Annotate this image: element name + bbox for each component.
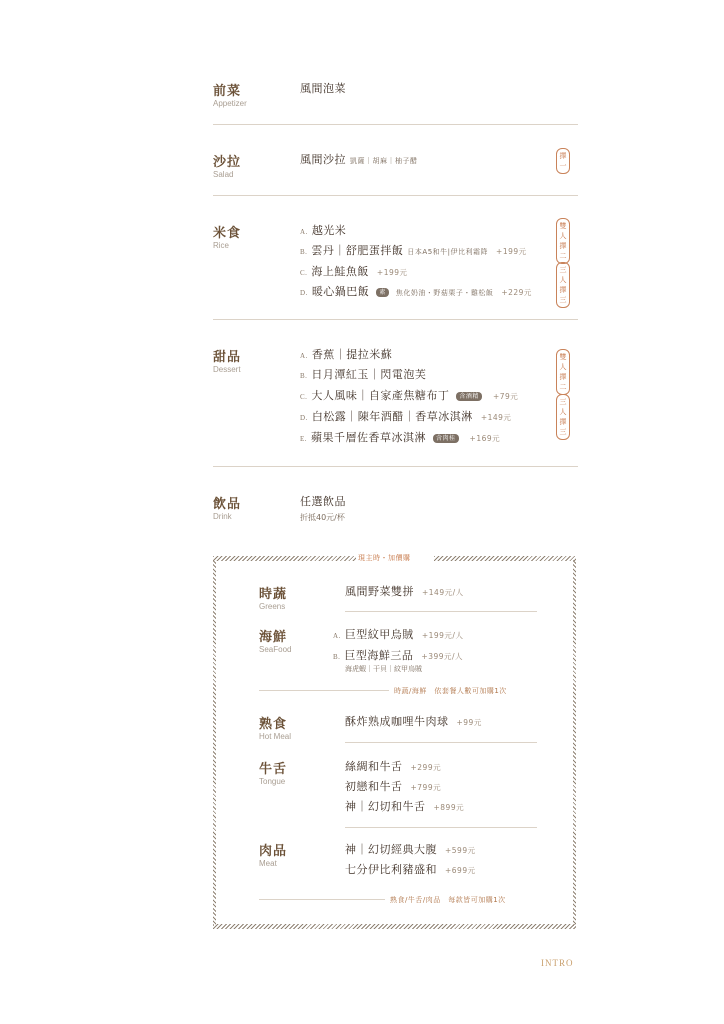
- item-name: 越光米: [311, 224, 347, 237]
- item-price: +229元: [501, 288, 532, 297]
- item-name: 香蕉｜提拉米蘇: [311, 348, 393, 361]
- menu-item: [300, 366, 426, 382]
- category-title: 前菜: [213, 84, 242, 99]
- item-price: +99元: [456, 718, 482, 727]
- divider: [345, 827, 537, 828]
- menu-item: [345, 778, 441, 794]
- item-name: 蘋果千層佐香草冰淇淋: [311, 431, 427, 444]
- menu-item: [345, 861, 476, 877]
- category-appetizer: [213, 80, 247, 108]
- cinnamon-badge: 含肉桂: [433, 434, 459, 443]
- item-detail: 日本A5和牛|伊比利霜降: [407, 248, 489, 256]
- category-seafood: [259, 626, 291, 654]
- footer-label: INTRO: [541, 958, 574, 968]
- item-prefix: B.: [300, 248, 308, 256]
- category-subtitle: SeaFood: [259, 645, 292, 654]
- frame-border-bottom: [213, 924, 576, 929]
- menu-item: [300, 151, 418, 167]
- menu-item: [345, 798, 464, 814]
- category-title: 牛舌: [259, 762, 288, 777]
- menu-item: [300, 429, 500, 445]
- choice-tag: 三人擇三: [556, 394, 570, 440]
- veg-badge: 素: [376, 288, 389, 297]
- choice-tag: 三人擇三: [556, 262, 570, 308]
- item-price: +899元: [433, 803, 465, 812]
- item-price: +699元: [445, 866, 476, 875]
- item-name: 雲丹｜舒肥蛋拌飯: [311, 244, 404, 257]
- category-tongue: [259, 758, 287, 786]
- category-dessert: [213, 346, 241, 374]
- category-meat: [259, 840, 287, 868]
- divider: [259, 690, 389, 691]
- category-subtitle: Tongue: [259, 777, 286, 786]
- menu-item: 任選飲品: [300, 495, 346, 508]
- category-drink: [213, 493, 241, 521]
- item-price: +149元/人: [422, 588, 464, 597]
- item-name: 海上鮭魚飯: [311, 265, 369, 278]
- item-detail: 折抵40元/杯: [300, 513, 345, 522]
- item-detail: 海虎蝦｜干貝｜紋甲烏賊: [345, 665, 422, 673]
- menu-item: [300, 346, 392, 362]
- choice-tag: 雙人擇二: [556, 349, 570, 395]
- divider: [259, 899, 385, 900]
- item-price: +299元: [410, 763, 442, 772]
- menu-item: [345, 758, 441, 774]
- item-name: 風間沙拉: [300, 153, 346, 166]
- item-price: +79元: [492, 392, 519, 401]
- item-prefix: B.: [333, 653, 341, 661]
- item-name: 神｜幻切和牛舌: [345, 800, 426, 813]
- item-prefix: A.: [333, 632, 341, 640]
- item-name: 初戀和牛舌: [345, 780, 403, 793]
- category-subtitle: Salad: [213, 170, 234, 179]
- category-title: 時蔬: [259, 587, 288, 602]
- menu-item: [300, 387, 518, 403]
- item-prefix: D.: [300, 289, 308, 297]
- category-salad: [213, 151, 241, 179]
- menu-item: [300, 408, 511, 424]
- menu-item: [300, 222, 346, 238]
- item-prefix: B.: [300, 372, 308, 380]
- item-price: +199元/人: [421, 631, 464, 640]
- category-title: 飲品: [213, 497, 242, 512]
- choice-tag: 擇一: [556, 148, 570, 174]
- item-name: 七分伊比利豬盛和: [345, 863, 437, 876]
- item-detail: 焦化奶油・野菇栗子・雞松飯: [395, 289, 494, 297]
- frame-border-top-left: [213, 556, 356, 561]
- item-name: 大人風味｜自家產焦糖布丁: [311, 389, 450, 402]
- item-name: 巨型海鮮三品: [344, 649, 414, 662]
- frame-border-left: [213, 560, 216, 926]
- category-title: 海鮮: [259, 630, 288, 645]
- category-title: 甜品: [213, 350, 242, 365]
- addon-title: 現主時・加價購: [358, 554, 411, 562]
- divider: [213, 466, 578, 467]
- frame-border-top-right: [434, 556, 576, 561]
- menu-item: [345, 841, 476, 857]
- menu-item: [345, 583, 464, 599]
- item-name: 風間野菜雙拼: [345, 585, 414, 598]
- category-subtitle: Drink: [213, 512, 232, 521]
- category-subtitle: Rice: [213, 241, 230, 250]
- divider: [345, 611, 537, 612]
- menu-item: [345, 713, 482, 729]
- item-name: 巨型紋甲烏賊: [344, 628, 414, 641]
- item-prefix: A.: [300, 352, 308, 360]
- category-subtitle: Dessert: [213, 365, 241, 374]
- category-greens: [259, 583, 287, 611]
- item-name: 暖心鍋巴飯: [311, 285, 370, 298]
- category-subtitle: Hot Meal: [259, 732, 292, 741]
- addon-note: 時蔬/海鮮 依套餐人數可加購1次: [394, 687, 507, 695]
- category-subtitle: Meat: [259, 859, 277, 868]
- item-price: +799元: [410, 783, 442, 792]
- item-price: +169元: [469, 434, 501, 443]
- menu-item: [333, 647, 463, 663]
- category-title: 肉品: [259, 844, 288, 859]
- item-price: +199元: [496, 247, 527, 256]
- category-subtitle: Greens: [259, 602, 286, 611]
- category-title: 米食: [213, 226, 242, 241]
- category-hotmeal: [259, 713, 291, 741]
- item-prefix: C.: [300, 269, 308, 277]
- item-prefix: A.: [300, 228, 308, 236]
- category-title: 熟食: [259, 717, 288, 732]
- alcohol-badge: 含酒精: [456, 392, 482, 401]
- item-prefix: D.: [300, 414, 308, 422]
- item-price: +149元: [480, 413, 512, 422]
- menu-item: [300, 242, 527, 258]
- category-subtitle: Appetizer: [213, 99, 247, 108]
- item-options: 凱薩｜胡麻｜柚子醋: [350, 157, 418, 165]
- item-price: +399元/人: [421, 652, 464, 661]
- item-name: 日月潭紅玉｜閃電泡芙: [311, 368, 427, 381]
- frame-border-right: [573, 560, 576, 926]
- category-title: 沙拉: [213, 155, 242, 170]
- item-prefix: E.: [300, 435, 308, 443]
- item-name: 酥炸熟成咖哩牛肉球: [345, 715, 449, 728]
- menu-item: 風間泡菜: [300, 82, 346, 95]
- menu-item: [300, 283, 532, 299]
- item-name: 白松露｜陳年酒醋｜香草冰淇淋: [311, 410, 473, 423]
- divider: [213, 319, 578, 320]
- choice-tag: 雙人擇二: [556, 218, 570, 264]
- addon-note: 熟食/牛舌/肉品 每款皆可加購1次: [390, 896, 506, 904]
- divider: [213, 124, 578, 125]
- item-prefix: C.: [300, 393, 308, 401]
- item-name: 絲綢和牛舌: [345, 760, 403, 773]
- item-price: +199元: [376, 268, 408, 277]
- item-name: 神｜幻切經典大腹: [345, 843, 437, 856]
- menu-item: [333, 626, 463, 642]
- item-price: +599元: [445, 846, 476, 855]
- menu-item: [300, 263, 408, 279]
- divider: [213, 195, 578, 196]
- divider: [345, 742, 537, 743]
- category-rice: [213, 222, 241, 250]
